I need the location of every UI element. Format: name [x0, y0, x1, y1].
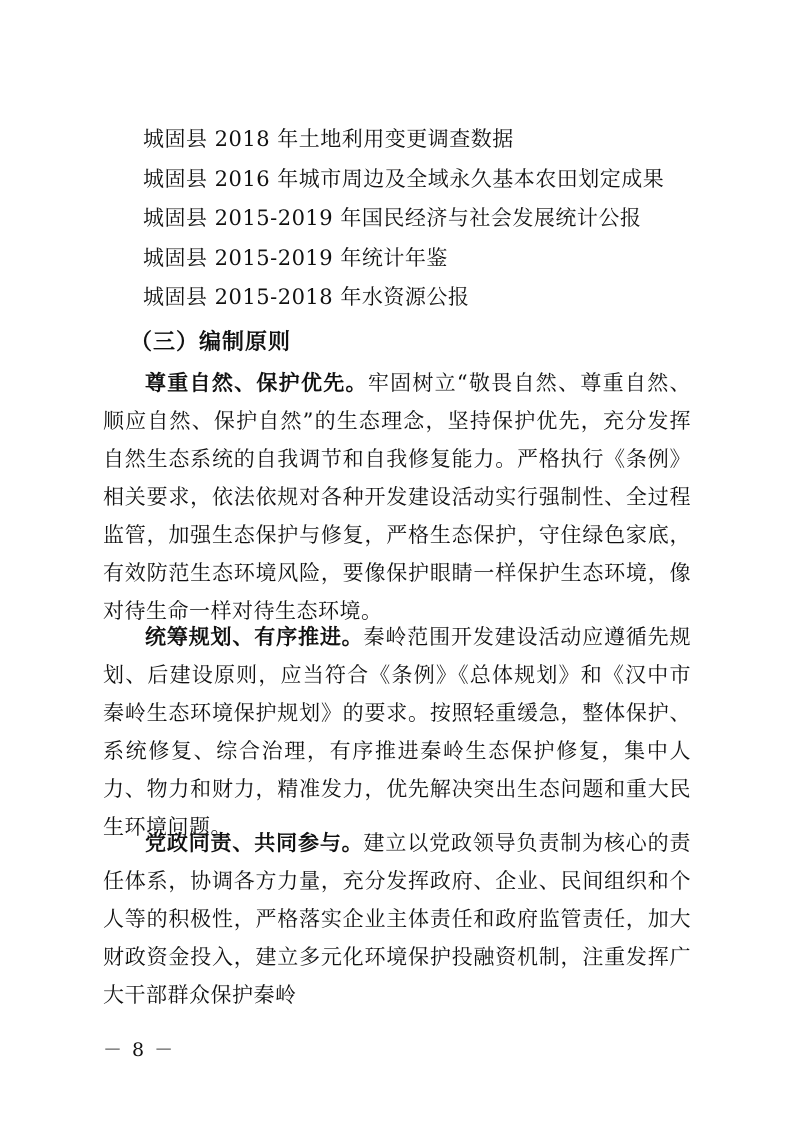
principle-paragraph [103, 824, 691, 1014]
data-source-item: 城固县 2015-2018 年水资源公报 [143, 285, 470, 309]
principle-lead: 尊重自然、保护优先。 [145, 370, 368, 395]
principle-lead: 党政同责、共同参与。 [145, 830, 364, 855]
data-source-item: 城固县 2015-2019 年国民经济与社会发展统计公报 [143, 206, 642, 230]
principle-paragraph [103, 364, 691, 630]
data-source-item: 城固县 2016 年城市周边及全域永久基本农田划定成果 [143, 166, 665, 191]
page-number: － 8 － [103, 1039, 176, 1061]
principle-lead: 统筹规划、有序推进。 [145, 624, 364, 649]
principle-text: 秦岭范围开发建设活动应遵循先规划、后建设原则，应当符合《条例》《总体规划》和《汉中市秦岭生态环境保护规划》的要求。按照轻重缓急，整体保护、系统修复、综合治理，有序推进秦岭生态保护修复，集中人力、物力和财力，精准发力，优先解决突出生态问题和重大民生环境问题。 [103, 625, 692, 839]
section-heading: （三）编制原则 [130, 329, 292, 355]
data-source-list [143, 120, 664, 318]
data-source-item: 城固县 2018 年土地利用变更调查数据 [143, 127, 514, 151]
principle-paragraph [103, 618, 691, 846]
principle-text: 牢固树立“敬畏自然、尊重自然、顺应自然、保护自然”的生态理念，坚持保护优先，充分发挥自然生态系统的自我调节和自我修复能力。严格执行《条例》相关要求，依法依规对各种开发建设活动实行强制性、全过程监管，加强生态保护与修复，严格生态保护，守住绿色家底，有效防范生态环境风险，要像保护眼睛一样保护生态环境，像对待生命一样对待生态环境。 [103, 371, 691, 623]
data-source-item: 城固县 2015-2019 年统计年鉴 [143, 245, 448, 270]
principle-text: 建立以党政领导负责制为核心的责任体系，协调各方力量，充分发挥政府、企业、民间组织和个人等的积极性，严格落实企业主体责任和政府监管责任，加大财政资金投入，建立多元化环境保护投融资机制，注重发挥广大干部群众保护秦岭 [103, 831, 692, 1007]
